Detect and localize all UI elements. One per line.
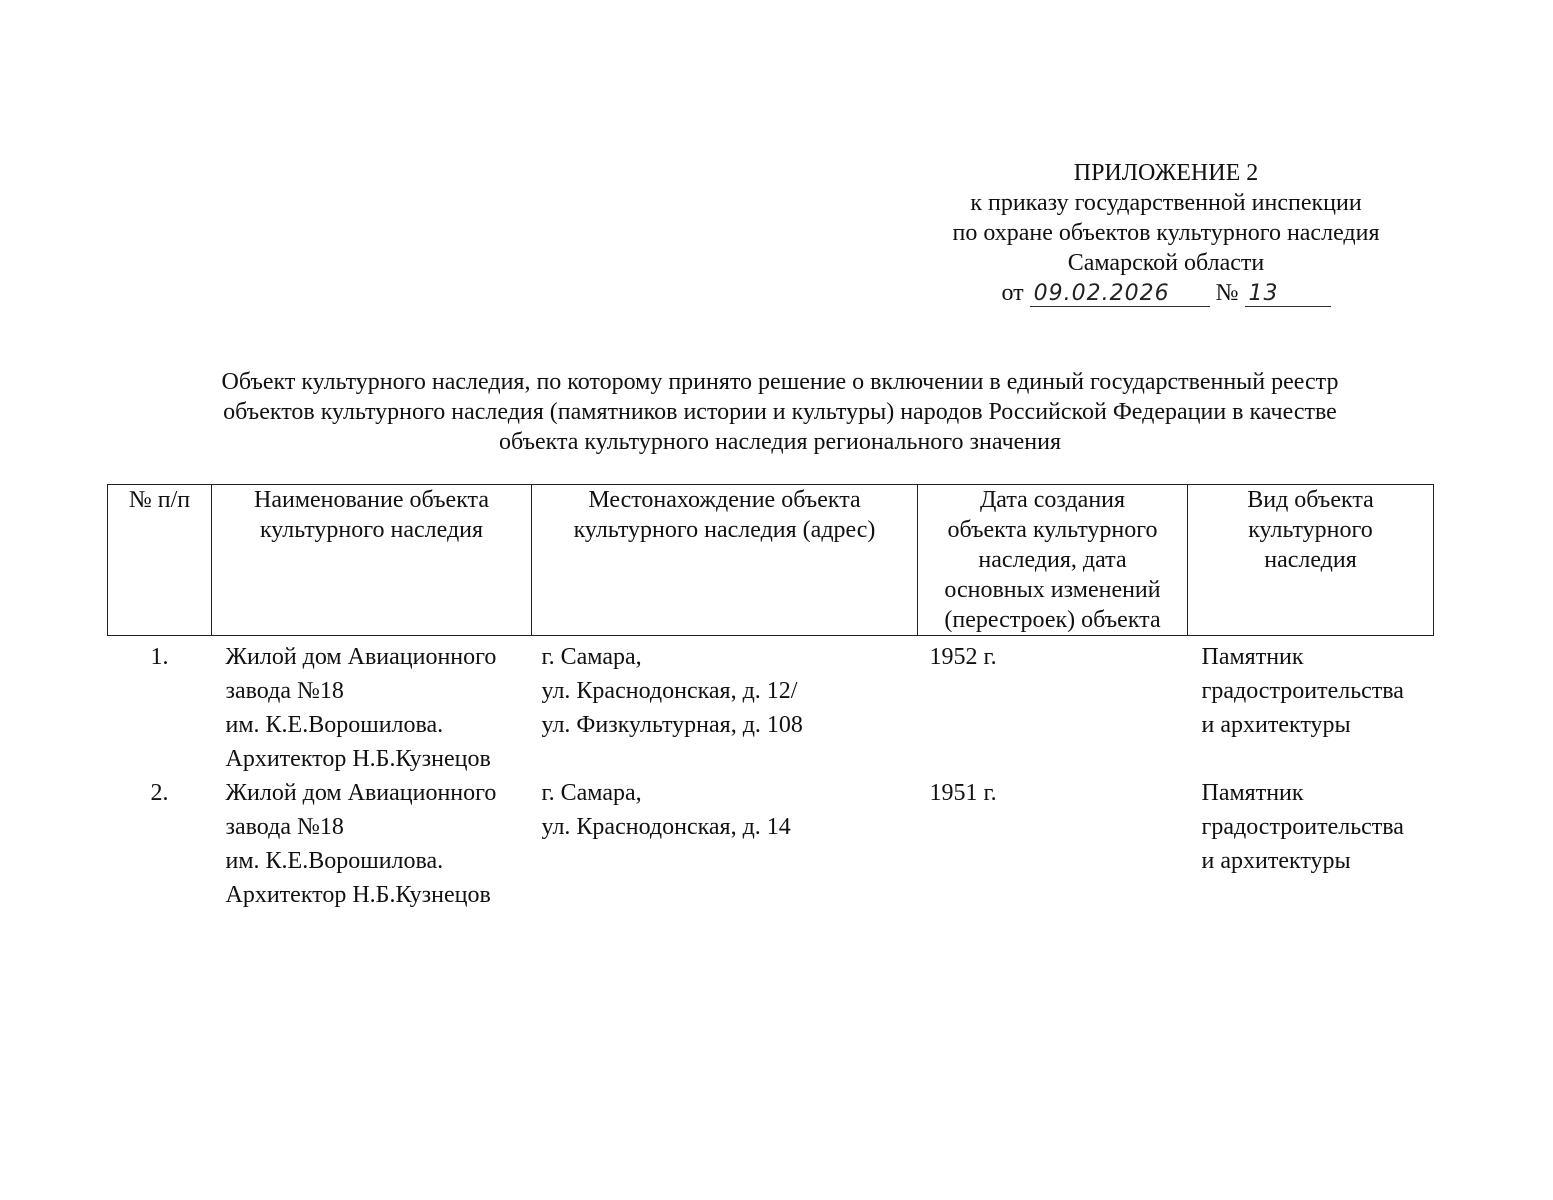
header-date [918, 485, 1188, 636]
table-row [108, 776, 1434, 912]
from-label: от [1001, 280, 1024, 306]
appendix-line-1: к приказу государственной инспекции [970, 190, 1362, 216]
number-label: № [1215, 280, 1239, 306]
heritage-table [107, 484, 1434, 912]
header-text: культурного [1248, 517, 1373, 543]
name-line: завода №18 [225, 814, 344, 840]
title-line-1: Объект культурного наследия, по которому принято решение о включении в единый государственный реестр [221, 369, 1339, 395]
document-title [130, 367, 1430, 457]
name-line: им. К.Е.Ворошилова. [225, 712, 444, 738]
header-text: культурного наследия [259, 517, 484, 543]
kind-line: и архитектуры [1201, 712, 1351, 738]
header-text: наследия, дата [978, 547, 1127, 573]
title-line-2: объектов культурного наследия (памятников истории и культуры) народов Российской Федерации в качестве [223, 399, 1337, 425]
table-row [108, 636, 1434, 777]
object-kind [1188, 636, 1434, 777]
header-text: основных изменений [944, 577, 1161, 603]
object-name [212, 636, 532, 777]
object-date: 1951 г. [929, 780, 997, 806]
address-line: г. Самара, [541, 644, 642, 670]
kind-line: Памятник [1201, 780, 1304, 806]
table-header-row [108, 485, 1434, 636]
name-line: Архитектор Н.Б.Кузнецов [225, 746, 491, 772]
appendix-line-3: Самарской области [1067, 250, 1265, 276]
name-line: Жилой дом Авиационного [225, 644, 497, 670]
header-number [108, 485, 212, 636]
header-text: Вид объекта [1247, 487, 1374, 513]
object-address [532, 636, 918, 777]
header-text: Дата создания [979, 487, 1126, 513]
row-number: 1. [150, 644, 169, 670]
address-line: ул. Краснодонская, д. 14 [541, 814, 791, 840]
name-line: Архитектор Н.Б.Кузнецов [225, 882, 491, 908]
header-text: объекта культурного [947, 517, 1158, 543]
object-date: 1952 г. [929, 644, 997, 670]
handwritten-date: 09.02.2026 [1030, 282, 1210, 307]
header-kind [1188, 485, 1434, 636]
kind-line: Памятник [1201, 644, 1304, 670]
kind-line: и архитектуры [1201, 848, 1351, 874]
address-line: г. Самара, [541, 780, 642, 806]
kind-line: градостроительства [1201, 678, 1404, 704]
appendix-title: ПРИЛОЖЕНИЕ 2 [1073, 160, 1259, 186]
handwritten-number: 13 [1245, 282, 1331, 307]
header-text: наследия [1264, 547, 1357, 573]
order-line [1001, 278, 1330, 308]
header-text: Местонахождение объекта [588, 487, 861, 513]
address-line: ул. Краснодонская, д. 12/ [541, 678, 798, 704]
name-line: им. К.Е.Ворошилова. [225, 848, 444, 874]
appendix-header [900, 158, 1432, 308]
header-text: (перестроек) объекта [944, 607, 1161, 633]
appendix-line-2: по охране объектов культурного наследия [952, 220, 1380, 246]
title-line-3: объекта культурного наследия регионального значения [498, 429, 1062, 455]
row-number: 2. [150, 780, 169, 806]
name-line: завода №18 [225, 678, 344, 704]
object-address [532, 776, 918, 912]
header-text: культурного наследия (адрес) [573, 517, 876, 543]
address-line: ул. Физкультурная, д. 108 [541, 712, 803, 738]
kind-line: градостроительства [1201, 814, 1404, 840]
header-address [532, 485, 918, 636]
header-text: Наименование объекта [254, 487, 489, 513]
header-text: № п/п [128, 487, 191, 513]
object-name [212, 776, 532, 912]
header-name [212, 485, 532, 636]
object-kind [1188, 776, 1434, 912]
name-line: Жилой дом Авиационного [225, 780, 497, 806]
